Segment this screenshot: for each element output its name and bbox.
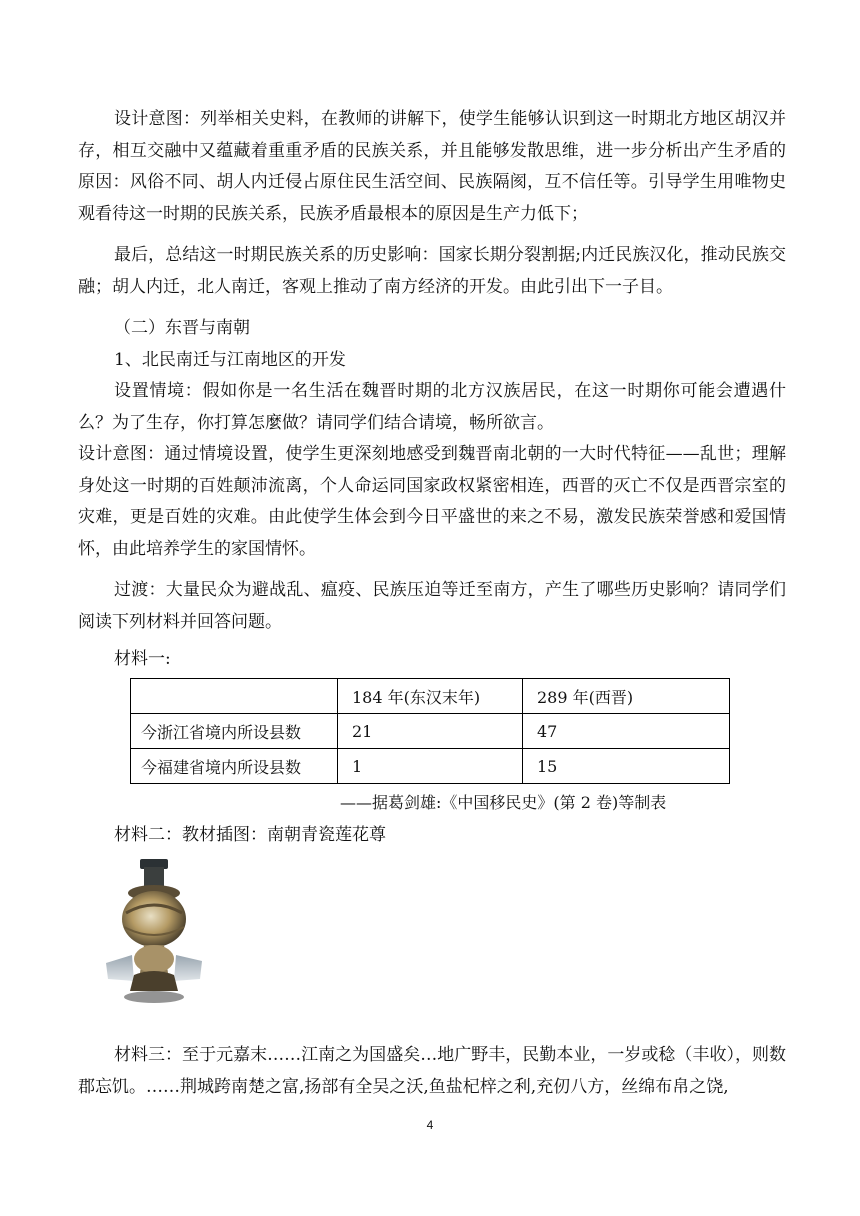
paragraph-transition: 过渡：大量民众为避战乱、瘟疫、民族压迫等迁至南方，产生了哪些历史影响？请同学们阅读下列材料并回答问题。 (78, 580, 786, 632)
table-cell: 今浙江省境内所设县数 (131, 714, 338, 749)
table-header-cell: 184 年(东汉末年) (338, 679, 523, 714)
page-number: 4 (426, 1118, 434, 1132)
section-heading: （二）东晋与南朝 (114, 318, 250, 338)
table-cell: 21 (338, 714, 523, 749)
table-header-cell (131, 679, 338, 714)
table-cell: 47 (523, 714, 730, 749)
table-cell: 今福建省境内所设县数 (131, 749, 338, 784)
table-header-cell: 289 年(西晋) (523, 679, 730, 714)
county-count-table (130, 678, 730, 784)
paragraph-design-intent-1: 设计意图：列举相关史料，在教师的讲解下，使学生能够认识到这一时期北方地区胡汉并存，相互交融中又蕴藏着重重矛盾的民族关系，并且能够发散思维，进一步分析出产生矛盾的原因：风俗不同、胡人内迁侵占原住民生活空间、民族隔阂，互不信任等。引导学生用唯物史观看待这一时期的民族关系，民族矛盾最根本的原因是生产力低下； (78, 109, 786, 224)
table-cell: 15 (523, 749, 730, 784)
table-cell: 1 (338, 749, 523, 784)
material-one-label: 材料一: (114, 649, 171, 669)
paragraph-material-three: 材料三：至于元嘉末……江南之为国盛矣…地广野丰，民勤本业，一岁或稔（丰收），则数郡忘饥。……荆城跨南楚之富,扬部有全吴之沃,鱼盐杞梓之利,充仞八方，丝绵布帛之饶, (78, 1045, 786, 1097)
table-row (131, 714, 730, 749)
table-header-row (131, 679, 730, 714)
material-two-label: 材料二：教材插图：南朝青瓷莲花尊 (114, 825, 386, 845)
paragraph-summary: 最后，总结这一时期民族关系的历史影响：国家长期分裂割据;内迁民族汉化，推动民族交融；胡人内迁，北人南迁，客观上推动了南方经济的开发。由此引出下一子目。 (78, 245, 786, 297)
paragraph-design-intent-2: 设计意图：通过情境设置，使学生更深刻地感受到魏晋南北朝的一大时代特征——乱世；理解身处这一时期的百姓颠沛流离，个人命运同国家政权紧密相连，西晋的灭亡不仅是西晋宗室的灾难，更是百姓的灾难。由此使学生体会到今日平盛世的来之不易，激发民族荣誉感和爱国情怀，由此培养学生的家国情怀。 (78, 444, 786, 559)
paragraph-scenario: 设置情境：假如你是一名生活在魏晋时期的北方汉族居民，在这一时期你可能会遭遇什么？为了生存，你打算怎麼做？请同学们结合请境，畅所欲言。 (78, 381, 786, 433)
table-source-note: ——据葛剑雄:《中国移民史》(第 2 卷)等制表 (340, 793, 667, 812)
lotus-vase-image (104, 855, 204, 1005)
table-row (131, 749, 730, 784)
subsection-heading: 1、北民南迁与江南地区的开发 (114, 350, 346, 370)
